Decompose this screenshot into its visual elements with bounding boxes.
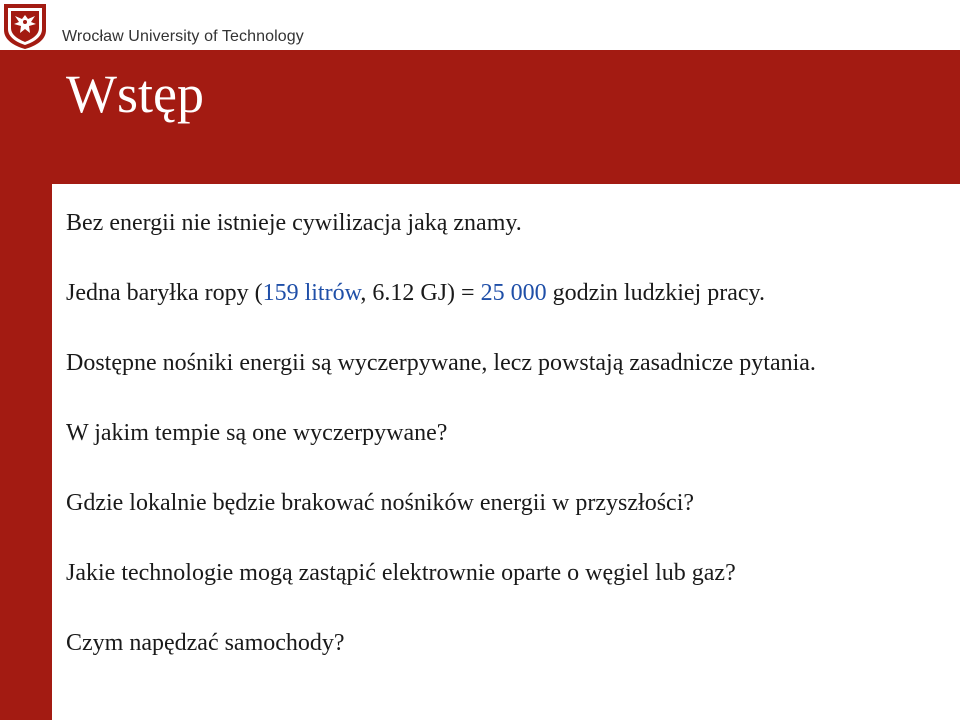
body-line-6: Jakie technologie mogą zastąpić elektrownie oparte o węgiel lub gaz?	[66, 560, 736, 586]
university-name: Wrocław University of Technology	[62, 28, 304, 45]
body-line-2-hours: 25 000	[480, 280, 547, 306]
body-line-3: Dostępne nośniki energii są wyczerpywane, lecz powstają zasadnicze pytania.	[66, 350, 816, 376]
body-line-1: Bez energii nie istnieje cywilizacja jaką znamy.	[66, 210, 522, 236]
body-line-2-text-b: , 6.12 GJ) =	[360, 280, 481, 306]
body-line-2-volume: 159 litrów	[262, 280, 361, 306]
slide-title: Wstęp	[66, 64, 204, 124]
body-line-4: W jakim tempie są one wyczerpywane?	[66, 420, 448, 446]
left-stripe	[0, 50, 52, 720]
body-line-5: Gdzie lokalnie będzie brakować nośników energii w przyszłości?	[66, 490, 695, 516]
header-bar	[0, 0, 960, 50]
eagle-shield-icon	[2, 2, 48, 50]
body-line-7: Czym napędzać samochody?	[66, 630, 345, 656]
body-line-2-text-a: Jedna baryłka ropy (	[66, 280, 263, 306]
body-line-2	[66, 281, 765, 305]
body-line-2-text-c: godzin ludzkiej pracy.	[546, 280, 765, 306]
